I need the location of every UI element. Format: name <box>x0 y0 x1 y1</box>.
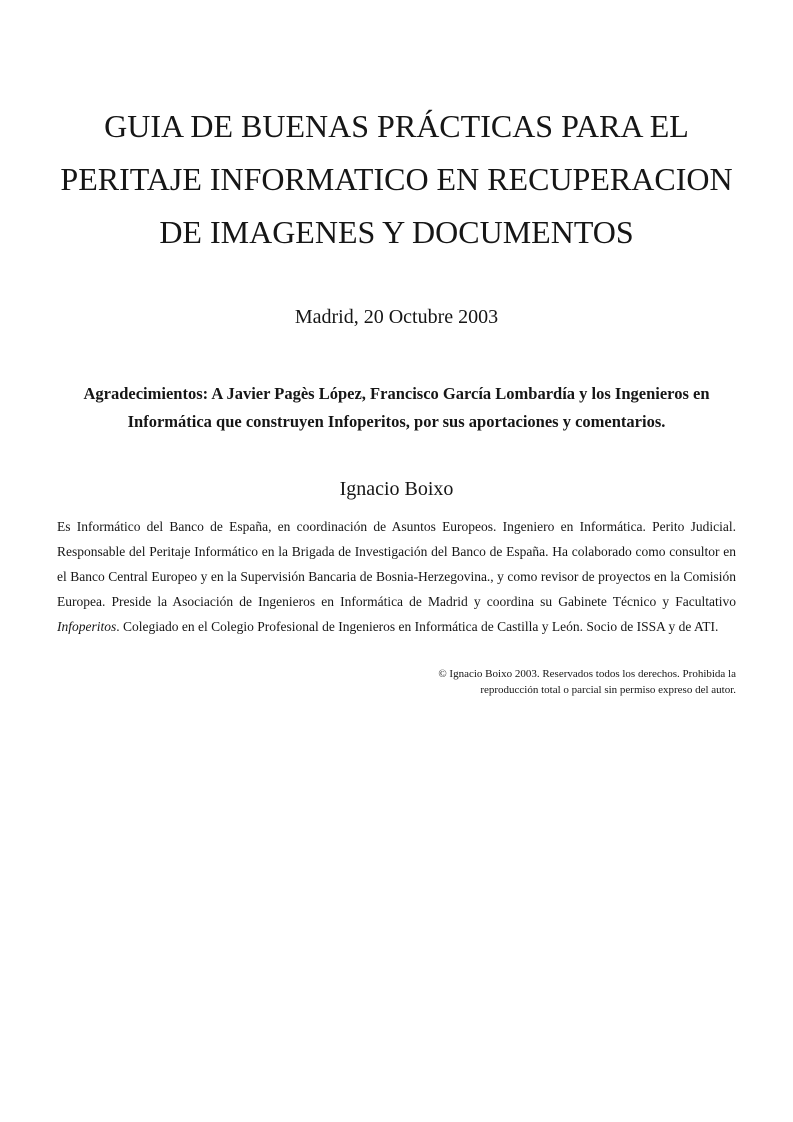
title-line-2: PERITAJE INFORMATICO EN RECUPERACION <box>60 161 733 197</box>
copyright-notice <box>57 667 736 698</box>
acknowledgments-line-2: Informática que construyen Infoperitos, por sus aportaciones y comentarios. <box>127 412 666 431</box>
acknowledgments-line-1: Agradecimientos: A Javier Pagès López, Francisco García Lombardía y los Ingenieros en <box>83 384 710 403</box>
author-name: Ignacio Boixo <box>339 478 454 500</box>
copyright-line-1: © Ignacio Boixo 2003. Reservados todos los derechos. Prohibida la <box>438 668 736 680</box>
author-bio <box>57 514 736 639</box>
copyright-line-2: reproducción total o parcial sin permiso expreso del autor. <box>480 683 736 696</box>
bio-text-continued: . Colegiado en el Colegio Profesional de Ingenieros en Informática de Castilla y León. Socio de ISSA y de ATI. <box>116 619 719 634</box>
bio-text: Es Informático del Banco de España, en coordinación de Asuntos Europeos. Ingeniero en Informática. Perito Judicial. Responsable del Peritaje Informático en la Brigada de Investigación del Banco de España. Ha colaborado como consultor en el Banco Central Europeo y en la Supervisión Bancaria de Bosnia-Herzegovina., y como revisor de proyectos en la Comisión Europea. Preside la Asociación de Ingenieros en Informática de Madrid y coordina su Gabinete Técnico y Facultativo <box>57 519 736 609</box>
bio-italic-term: Infoperitos <box>57 619 117 634</box>
date-line: Madrid, 20 Octubre 2003 <box>294 306 499 328</box>
title-line-1: GUIA DE BUENAS PRÁCTICAS PARA EL <box>104 108 689 144</box>
acknowledgments <box>57 380 736 436</box>
title-line-3: DE IMAGENES Y DOCUMENTOS <box>159 214 634 250</box>
document-title <box>57 100 736 259</box>
